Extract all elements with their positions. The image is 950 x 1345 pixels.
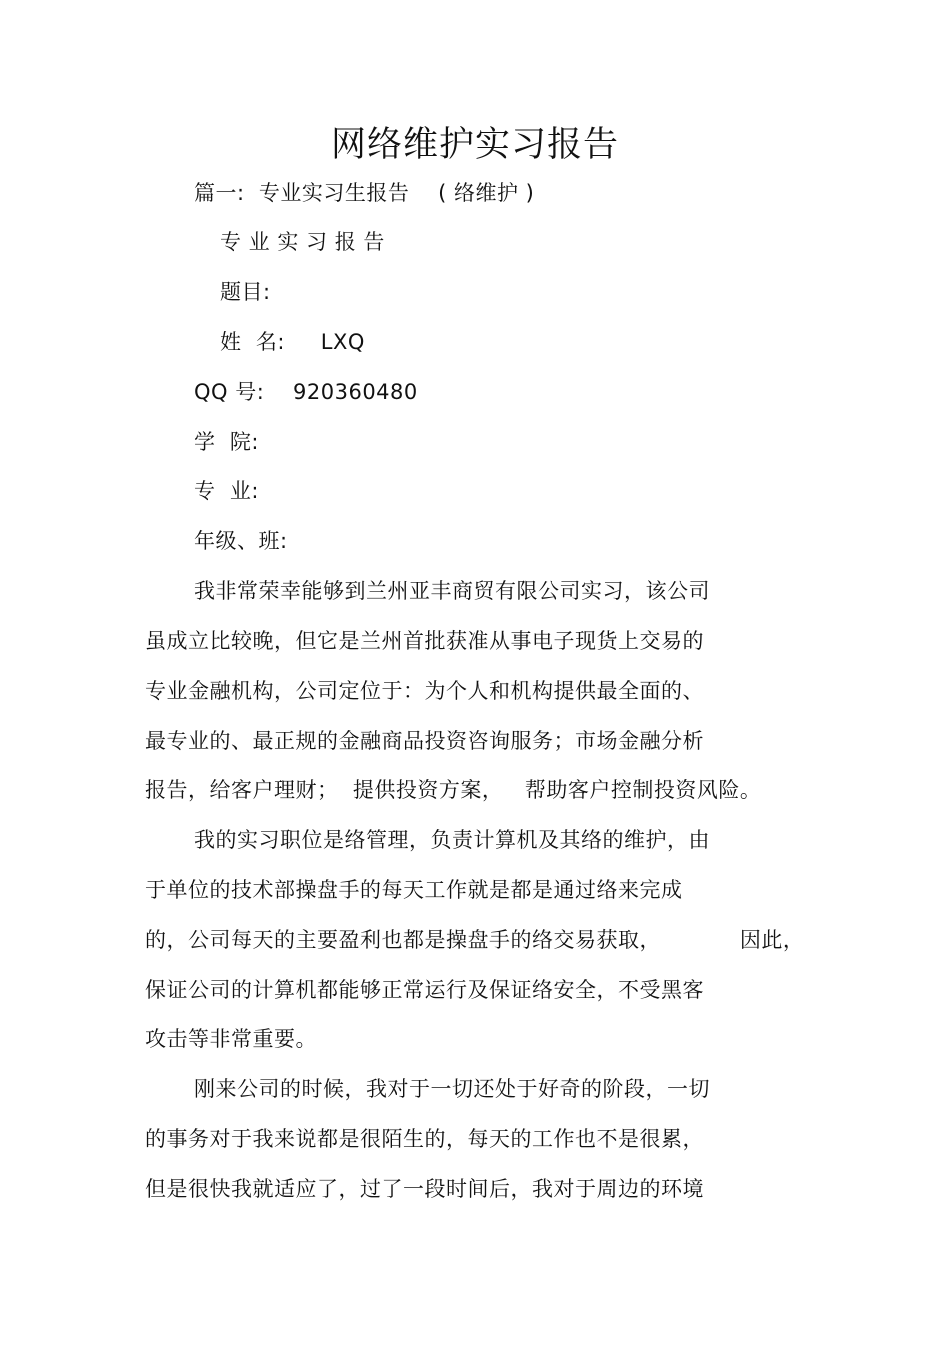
field-name: 姓 名: LXQ	[220, 330, 365, 354]
report-heading: 专 业 实 习 报 告	[220, 230, 385, 254]
paragraph-line: 最专业的、最正规的金融商品投资咨询服务；市场金融分析	[145, 729, 704, 753]
paragraph-line: 的，公司每天的主要盈利也都是操盘手的络交易获取， 因此，	[145, 928, 805, 952]
paragraph-line: 于单位的技术部操盘手的每天工作就是都是通过络来完成	[145, 878, 683, 902]
paragraph-line: 报告，给客户理财； 提供投资方案， 帮助客户控制投资风险。	[145, 778, 762, 802]
field-qq: QQ 号: 920360480	[194, 380, 418, 404]
paragraph-line: 专业金融机构，公司定位于：为个人和机构提供最全面的、	[145, 679, 704, 703]
paragraph-line: 虽成立比较晚，但它是兰州首批获准从事电子现货上交易的	[145, 629, 704, 653]
field-topic: 题目:	[220, 280, 271, 304]
paragraph-line: 刚来公司的时候，我对于一切还处于好奇的阶段，一切	[194, 1077, 710, 1101]
document-subtitle: 篇一: 专业实习生报告 ( 络维护 )	[194, 181, 535, 205]
field-grade-class: 年级、班:	[194, 529, 288, 553]
paragraph-line: 保证公司的计算机都能够正常运行及保证络安全，不受黑客	[145, 978, 704, 1002]
field-college: 学 院:	[194, 430, 259, 454]
paragraph-line: 的事务对于我来说都是很陌生的，每天的工作也不是很累，	[145, 1127, 704, 1151]
paragraph-line: 但是很快我就适应了，过了一段时间后，我对于周边的环境	[145, 1177, 704, 1201]
paragraph-line: 我非常荣幸能够到兰州亚丰商贸有限公司实习，该公司	[194, 579, 710, 603]
paragraph-line: 攻击等非常重要。	[145, 1027, 317, 1051]
field-major: 专 业:	[194, 479, 259, 503]
paragraph-line: 我的实习职位是络管理，负责计算机及其络的维护，由	[194, 828, 710, 852]
document-title: 网络维护实习报告	[330, 125, 619, 165]
